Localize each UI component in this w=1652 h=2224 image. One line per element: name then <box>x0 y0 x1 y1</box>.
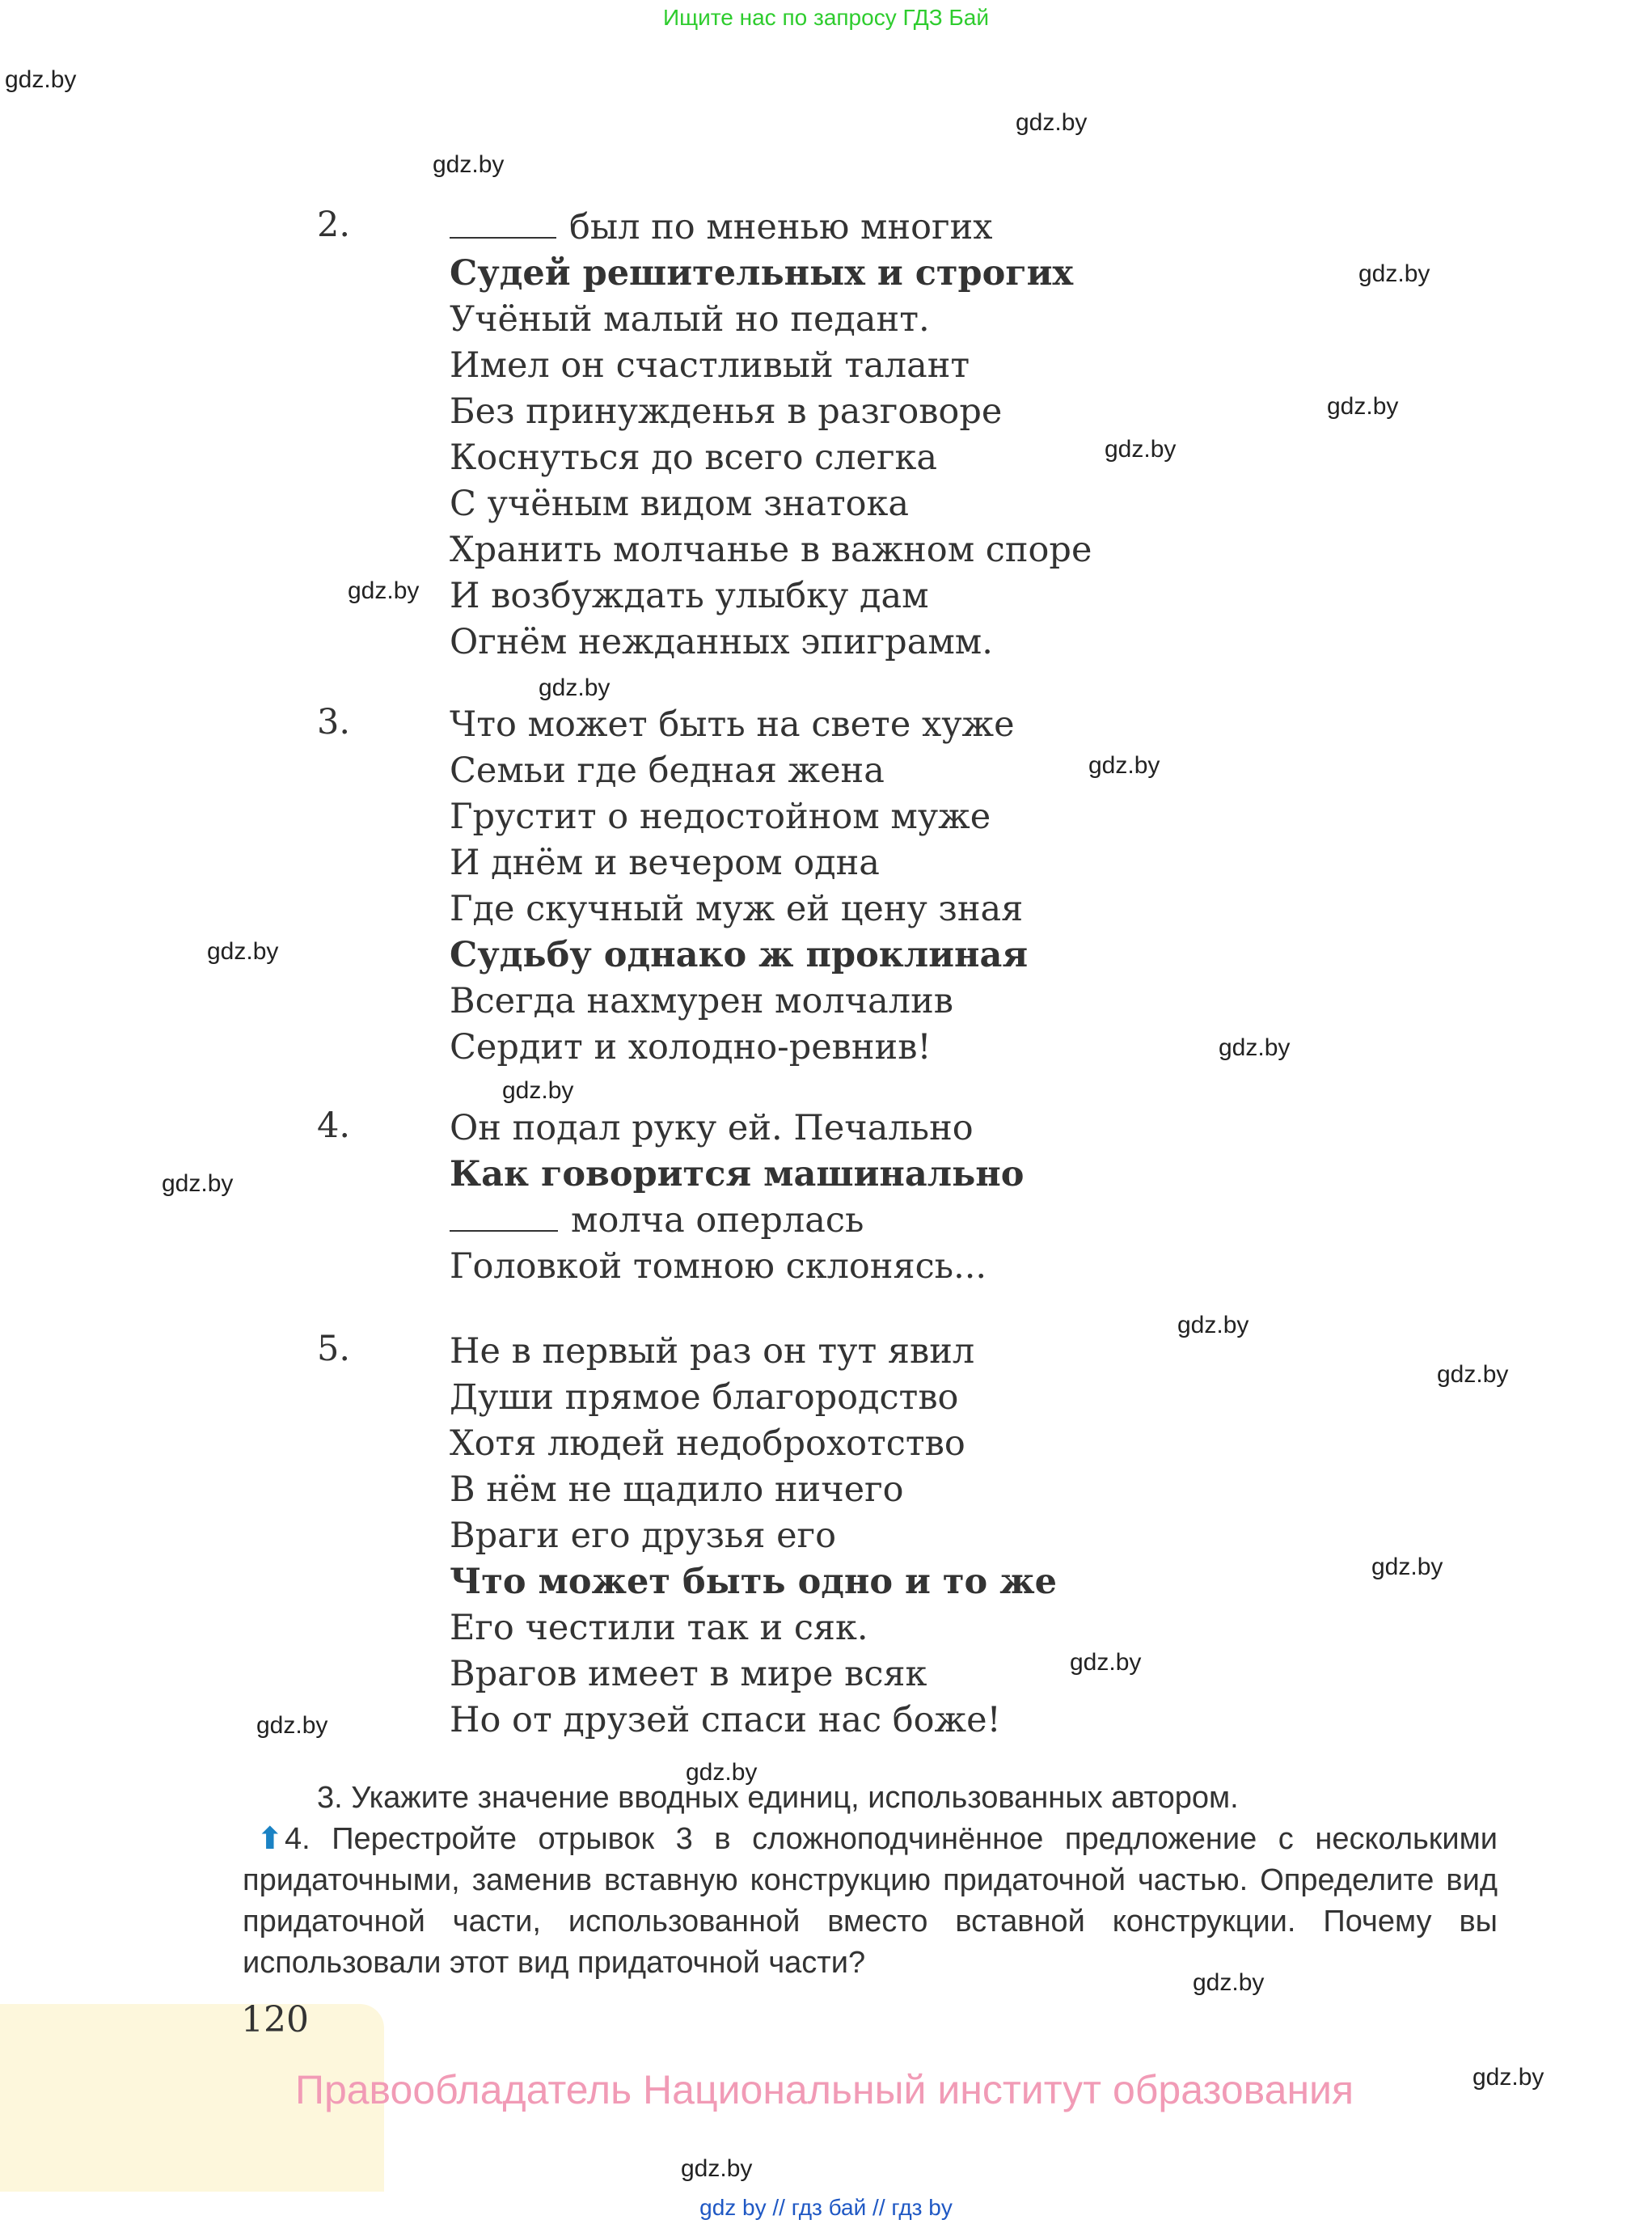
watermark: gdz.by <box>1371 1554 1443 1580</box>
header-search-hint[interactable]: Ищите нас по запросу ГДЗ Бай <box>662 5 990 30</box>
verse-line: Семьи где бедная жена <box>450 750 885 791</box>
watermark: gdz.by <box>681 2155 753 2182</box>
verse-line: Где скучный муж ей цену зная <box>450 889 1024 929</box>
stanza-4 <box>450 1106 1024 1290</box>
watermark: gdz.by <box>1437 1361 1509 1388</box>
stanza-number: 4. <box>317 1106 351 1146</box>
task-3-text: 3. Укажите значение вводных единиц, использованных автором. <box>317 1781 1239 1815</box>
watermark: gdz.by <box>433 151 505 178</box>
stanza-5 <box>450 1329 1057 1744</box>
watermark: gdz.by <box>539 674 611 701</box>
verse-line: Что может быть одно и то же <box>450 1562 1057 1602</box>
verse-line: Хотя людей недоброхотство <box>450 1423 965 1464</box>
watermark: gdz.by <box>1327 393 1399 420</box>
verse-line: Но от друзей спаси нас боже! <box>450 1700 1001 1740</box>
watermark: gdz.by <box>1088 752 1160 779</box>
watermark: gdz.by <box>1177 1312 1249 1338</box>
verse-line: Он подал руку ей. Печально <box>450 1108 974 1148</box>
watermark: gdz.by <box>1105 436 1177 463</box>
verse-line: Хранить молчанье в важном споре <box>450 530 1092 570</box>
page-number: 120 <box>241 1999 309 2040</box>
watermark: gdz.by <box>1070 1649 1142 1676</box>
rights-holder: Правообладатель Национальный институт образования <box>295 2067 1354 2112</box>
fill-in-blank <box>450 205 556 239</box>
verse-line: Имел он счастливый талант <box>450 345 970 386</box>
verse-line: был по мненью многих <box>450 205 1092 251</box>
watermark: gdz.by <box>502 1077 574 1104</box>
verse-line: Сердит и холодно-ревнив! <box>450 1027 932 1068</box>
verse-line: Головкой томною склонясь... <box>450 1246 987 1287</box>
watermark: gdz.by <box>348 577 420 604</box>
verse-line: Что может быть на свете хуже <box>450 704 1015 745</box>
verse-line: И днём и вечером одна <box>450 843 880 883</box>
verse-line: Враги его друзья его <box>450 1516 836 1556</box>
verse-line: Всегда нахмурен молчалив <box>450 981 953 1021</box>
watermark: gdz.by <box>686 1759 758 1786</box>
fill-in-blank <box>450 1198 558 1232</box>
watermark: gdz.by <box>1358 260 1430 287</box>
verse-line: Как говорится машинально <box>450 1154 1025 1194</box>
task-4-text: ⬆ 4. Перестройте отрывок 3 в сложноподчинённое предложение с несколькими придаточными, заменив вставную конструкцию придаточной частью. Определите вид придаточной части, использованной вместо вставной конструкции. Почему вы использовали этот вид придаточной части? <box>243 1819 1498 1984</box>
verse-line: Грустит о недостойном муже <box>450 797 991 837</box>
watermark: gdz.by <box>162 1170 234 1197</box>
watermark: gdz.by <box>1193 1969 1265 1996</box>
arrow-up-icon: ⬆ <box>257 1822 283 1856</box>
verse-line: Его честили так и сяк. <box>450 1608 868 1648</box>
task-4 <box>243 1819 1498 1984</box>
verse-line: Души прямое благородство <box>450 1377 959 1418</box>
verse-line: Учёный малый но педант. <box>450 299 930 340</box>
verse-line: Без принужденья в разговоре <box>450 391 1003 432</box>
verse-line: Судей решительных и строгих <box>450 253 1074 294</box>
verse-line: В нём не щадило ничего <box>450 1469 904 1510</box>
verse-line: молча оперлась <box>450 1198 1024 1244</box>
verse-line: Судьбу однако ж проклиная <box>450 935 1029 975</box>
verse-line: Не в первый раз он тут явил <box>450 1331 975 1372</box>
watermark: gdz.by <box>1472 2064 1544 2091</box>
watermark: gdz.by <box>1219 1034 1291 1061</box>
verse-line: Врагов имеет в мире всяк <box>450 1654 927 1694</box>
stanza-number: 2. <box>317 205 351 245</box>
stanza-number: 3. <box>317 702 351 742</box>
stanza-number: 5. <box>317 1329 351 1369</box>
verse-line: И возбуждать улыбку дам <box>450 576 929 616</box>
footer-links[interactable]: gdz by // гдз бай // гдз by <box>699 2195 953 2220</box>
verse-line: Коснуться до всего слегка <box>450 438 938 478</box>
task-3 <box>317 1778 1498 1819</box>
stanza-2 <box>450 205 1092 666</box>
verse-line: С учёным видом знатока <box>450 484 910 524</box>
stanza-3 <box>450 702 1028 1071</box>
verse-line: Огнём нежданных эпиграмм. <box>450 622 993 662</box>
watermark: gdz.by <box>5 66 77 93</box>
watermark: gdz.by <box>1016 109 1088 136</box>
watermark: gdz.by <box>256 1712 328 1739</box>
watermark: gdz.by <box>207 938 279 965</box>
